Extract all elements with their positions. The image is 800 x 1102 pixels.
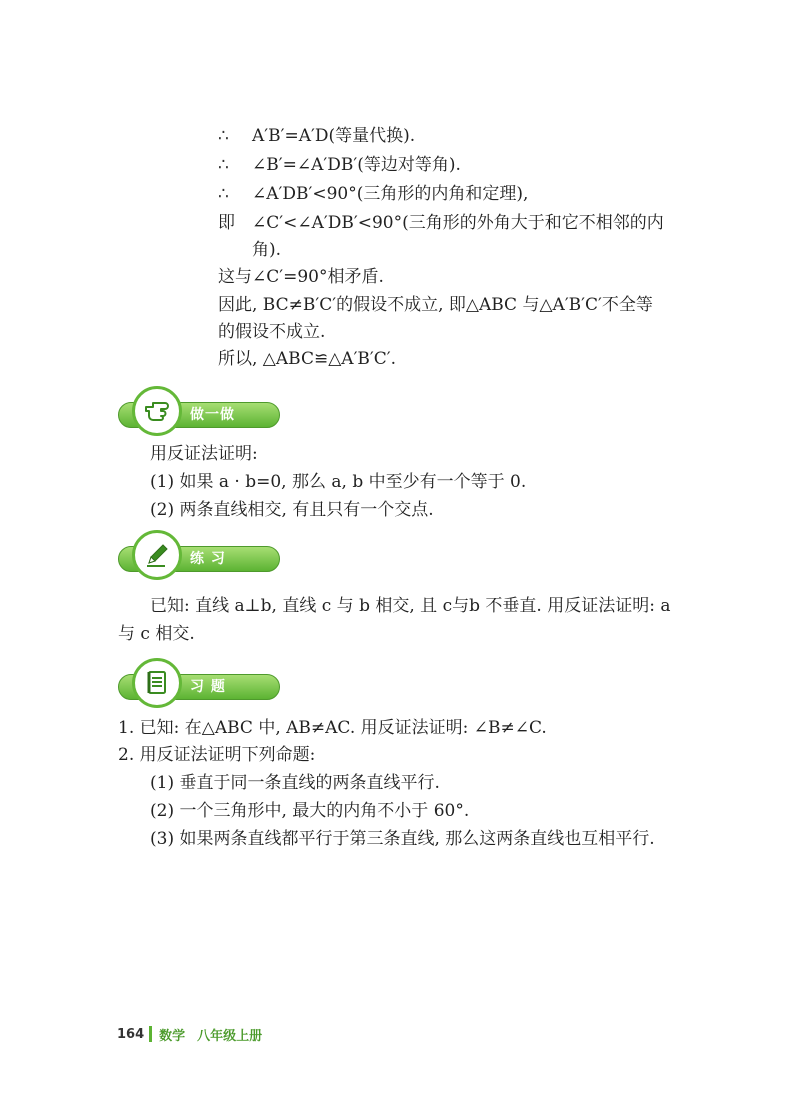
footer-book-title: 八年级上册 (197, 1028, 263, 1044)
therefore-symbol: ∴ (218, 184, 229, 204)
pointing-hand-icon (143, 397, 171, 425)
proof-text-2: ∠B′=∠A′DB′(等边对等角). (252, 155, 461, 175)
proof-line-6-continued: 的假设不成立. (218, 322, 326, 342)
proof-line-5: 这与∠C′=90°相矛盾. (218, 267, 384, 287)
footer-divider (149, 1026, 152, 1042)
xi-ti-question-2: 2. 用反证法证明下列命题: (118, 745, 316, 765)
proof-line-4 (218, 211, 664, 235)
lian-xi-banner (118, 528, 282, 588)
proof-prefix: 即 (218, 213, 235, 233)
banner-title: 练 习 (190, 551, 226, 567)
page-number: 164 (117, 1026, 145, 1042)
zuo-yi-zuo-item-2: (2) 两条直线相交, 有且只有一个交点. (150, 500, 434, 520)
proof-line-1 (218, 124, 415, 148)
proof-line-4-continued: 角). (252, 240, 282, 260)
lian-xi-text-1: 已知: 直线 a⊥b, 直线 c 与 b 相交, 且 c与b 不垂直. 用反证法证明: a (150, 596, 671, 616)
proof-line-6: 因此, BC≠B′C′的假设不成立, 即△ABC 与△A′B′C′不全等 (218, 295, 653, 315)
proof-line-7: 所以, △ABC≌△A′B′C′. (218, 349, 397, 369)
footer-subject: 数学 (159, 1028, 186, 1044)
proof-text-4: ∠C′<∠A′DB′<90°(三角形的外角大于和它不相邻的内 (252, 213, 664, 233)
zuo-yi-zuo-intro: 用反证法证明: (150, 444, 258, 464)
lian-xi-text-2: 与 c 相交. (118, 624, 195, 644)
zuo-yi-zuo-item-1: (1) 如果 a · b=0, 那么 a, b 中至少有一个等于 0. (150, 472, 527, 492)
therefore-symbol: ∴ (218, 126, 229, 146)
banner-icon-circle (132, 658, 182, 708)
xi-ti-question-2-1: (1) 垂直于同一条直线的两条直线平行. (150, 773, 440, 793)
banner-icon-circle (132, 386, 182, 436)
banner-title: 做一做 (190, 407, 235, 423)
pencil-icon (143, 541, 171, 569)
proof-text-1: A′B′=A′D(等量代换). (252, 126, 416, 146)
proof-text-3: ∠A′DB′<90°(三角形的内角和定理), (252, 184, 529, 204)
xi-ti-question-2-2: (2) 一个三角形中, 最大的内角不小于 60°. (150, 801, 470, 821)
notebook-icon (143, 669, 171, 697)
zuo-yi-zuo-banner (118, 384, 282, 444)
banner-title: 习 题 (190, 679, 226, 695)
page-footer (117, 1024, 262, 1044)
proof-line-2 (218, 153, 461, 177)
xi-ti-question-1: 1. 已知: 在△ABC 中, AB≠AC. 用反证法证明: ∠B≠∠C. (118, 718, 547, 738)
xi-ti-banner (118, 656, 282, 716)
xi-ti-question-2-3: (3) 如果两条直线都平行于第三条直线, 那么这两条直线也互相平行. (150, 829, 655, 849)
proof-line-3 (218, 182, 528, 206)
banner-icon-circle (132, 530, 182, 580)
therefore-symbol: ∴ (218, 155, 229, 175)
